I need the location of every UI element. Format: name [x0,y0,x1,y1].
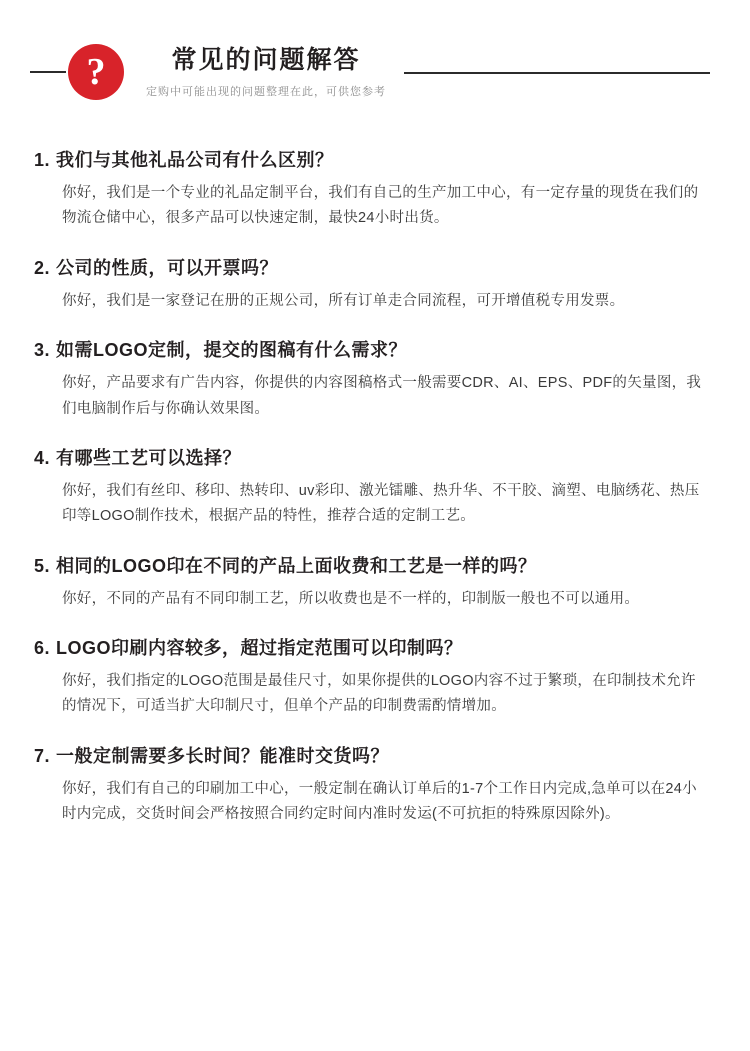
faq-number: 7. [34,745,51,766]
page-title: 常见的问题解答 [171,45,361,74]
faq-item [34,146,708,232]
faq-number: 4. [34,447,51,468]
page-header [0,0,750,100]
faq-item [34,552,708,612]
faq-item [34,336,708,422]
faq-item [34,444,708,530]
faq-answer: 你好，我们有丝印、移印、热转印、uv彩印、激光镭雕、热升华、不干胶、滴塑、电脑绣花、热压印等LOGO制作技术，根据产品的特性，推荐合适的定制工艺。 [62,482,700,525]
faq-question: LOGO印刷内容较多，超过指定范围可以印制吗？ [56,638,463,658]
faq-answer: 你好，不同的产品有不同印制工艺，所以收费也是不一样的，印制版一般也不可以通用。 [62,590,640,607]
faq-answer: 你好，我们指定的LOGO范围是最佳尺寸，如果你提供的LOGO内容不过于繁琐，在印制技术允许的情况下，可适当扩大印制尺寸，但单个产品的印制费需酌情增加。 [62,673,696,715]
faq-question-line [34,552,708,578]
faq-question-line [34,742,708,768]
faq-question: 我们与其他礼品公司有什么区别？ [56,150,334,170]
faq-question: 相同的LOGO印在不同的产品上面收费和工艺是一样的吗？ [56,555,537,576]
faq-number: 3. [34,340,51,361]
faq-answer: 你好，产品要求有广告内容，你提供的内容图稿格式一般需要CDR、AI、EPS、PDF的矢量图，我们电脑制作后与你确认效果图。 [62,375,702,417]
faq-answer: 你好，我们是一家登记在册的正规公司，所有订单走合同流程，可开增值税专用发票。 [62,292,625,309]
header-rule-right [404,72,710,74]
badge-glyph: ? [86,51,106,93]
faq-question-line [34,254,708,280]
faq-question: 有哪些工艺可以选择？ [56,447,242,468]
question-mark-icon [68,44,124,100]
header-rule-left [30,71,66,73]
faq-question-line [34,634,708,660]
faq-list [0,100,750,828]
faq-number: 1. [34,150,51,170]
faq-question-line [34,146,708,172]
page-subtitle: 定购中可能出现的问题整理在此，可供您参考 [146,86,386,99]
faq-answer: 你好，我们是一个专业的礼品定制平台，我们有自己的生产加工中心，有一定存量的现货在我们的物流仓储中心，很多产品可以快速定制，最快24小时出货。 [62,185,699,227]
faq-question-line [34,336,708,362]
faq-item [34,634,708,720]
faq-answer: 你好，我们有自己的印刷加工中心，一般定制在确认订单后的1-7个工作日内完成,急单可以在24小时内完成，交货时间会严格按照合同约定时间内准时发运(不可抗拒的特殊原因除外)。 [62,780,697,823]
faq-number: 2. [34,257,51,278]
faq-number: 6. [34,638,51,658]
faq-item [34,254,708,314]
faq-question-line [34,444,708,470]
faq-question: 如需LOGO定制，提交的图稿有什么需求？ [56,340,408,361]
faq-number: 5. [34,555,51,576]
faq-question: 公司的性质，可以开票吗？ [56,257,279,278]
faq-item [34,742,708,828]
faq-question: 一般定制需要多长时间？能准时交货吗？ [56,745,390,766]
header-titles [124,45,404,99]
